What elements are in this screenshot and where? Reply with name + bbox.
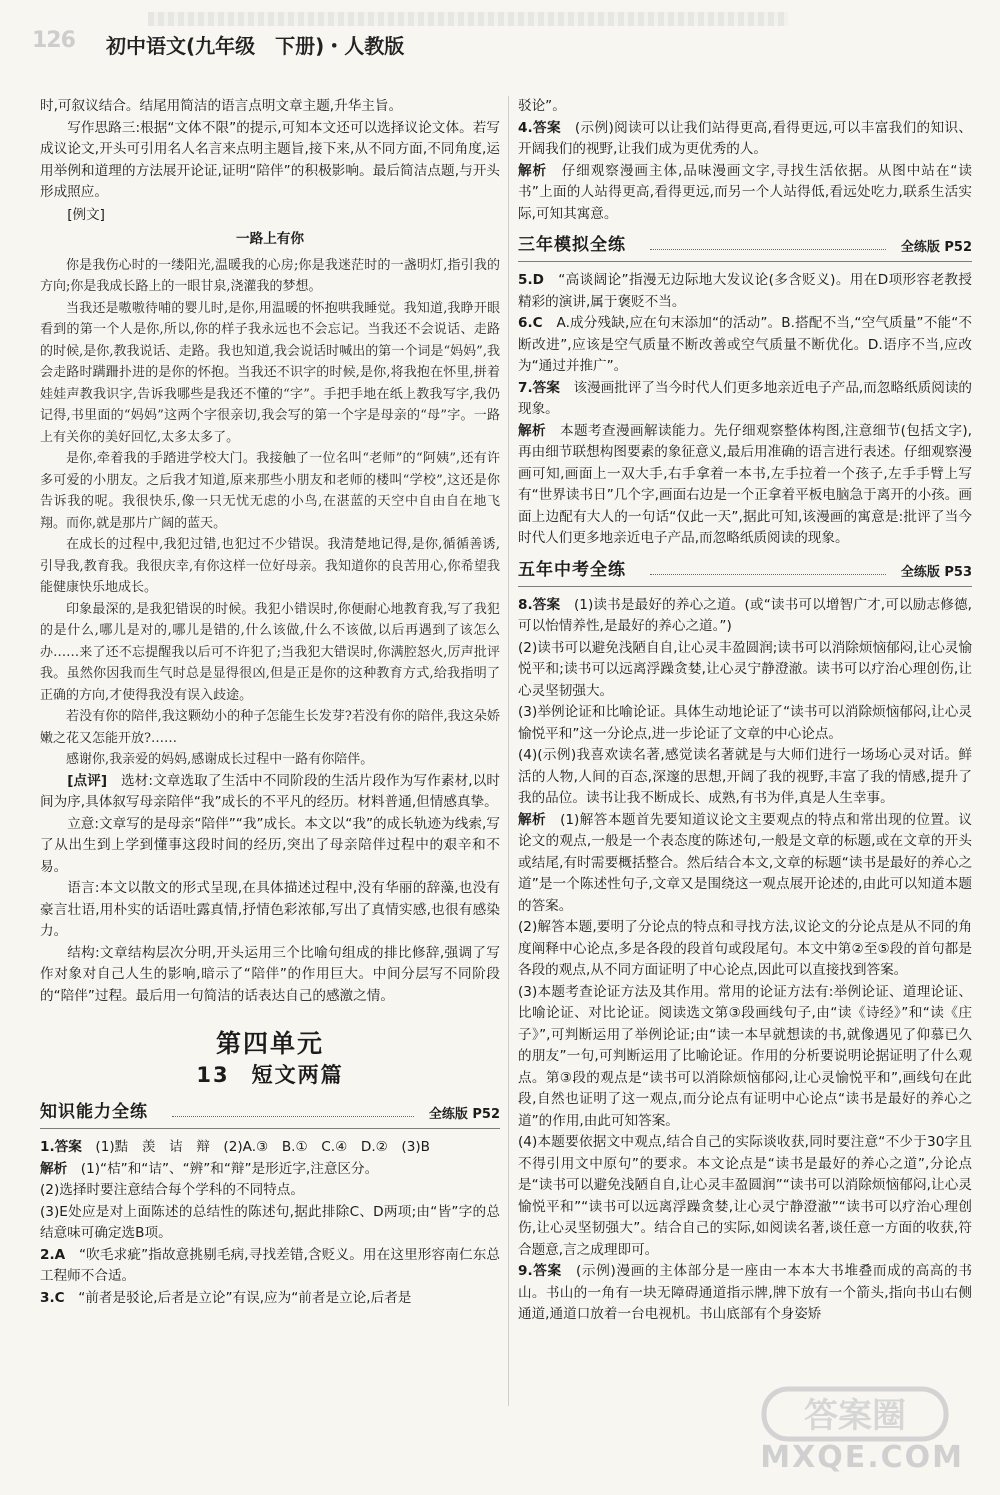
question-number: 6.C — [518, 315, 543, 331]
watermark-seal-icon — [760, 1383, 950, 1445]
essay-title: 一路上有你 — [236, 231, 304, 247]
page-header — [28, 20, 972, 80]
section-dots — [172, 1116, 414, 1117]
section-name: 三年模拟全练 — [518, 235, 626, 255]
comment-text: 选材:文章选取了生活中不同阶段的生活片段作为写作素材,以时间为序,具体叙写母亲陪伴“我”成长的不平凡的经历。材料普通,但情感真挚。 — [40, 772, 501, 810]
analysis-label: 解析 — [40, 1160, 68, 1177]
answer-item — [518, 270, 972, 313]
paragraph: 写作思路三:根据“文体不限”的提示,可知本文还可以选择议论文体。若写成议论文,开头可引用名人名言来点明主题旨,接下来,从不同方面,不同角度,运用举例和道理的方法展开论证,证明“陪伴”的积极影响。最后简洁点题,与开头形成照应。 — [40, 119, 500, 200]
column-divider — [508, 96, 509, 1406]
watermark-seal-text: 答案圈 — [804, 1396, 906, 1436]
top-scan-artifact — [148, 12, 788, 26]
analysis-item: (2)解答本题,要明了分论点的特点和寻找方法,议论文的分论点是从不同的角度阐释中心论点,多是各段的段首句或段尾句。本文中第②至⑤段的首句都是各段的观点,从不同方面证明了中心论点,因此可以直接找到答案。 — [518, 919, 972, 978]
analysis-text: (1)解答本题首先要知道议论文主要观点的特点和常出现的位置。议论文的观点,一般是一个表态度的陈述句,一般是文章的标题,或在文章的开头或结尾,有时需要概括整合。然后结合本文,文章的标题“读书是最好的养心之道”是一个陈述性句子,文章又是围绕这一观点展开论述的,由此可以知道本题的答案。 — [518, 811, 973, 914]
essay-paragraph: 当我还是嗷嗷待哺的婴儿时,是你,用温暖的怀抱哄我睡觉。我知道,我睁开眼看到的第一个人是你,所以,你的样子我永远也不会忘记。当我还不会说话、走路的时候,是你,教我说话、走路。我也知道,我会说话时喊出的第一个词是“妈妈”,我会走路时蹒跚扑进的是你的怀抱。当我还不识字的时候,是你,将我抱在怀里,拼着娃娃声教我识字,告诉我哪些是我还不懂的“字”。手把手地在纸上教我写字,我仍记得,书里面的“妈妈”这两个字很亲切,我会写的第一个字是母亲的“母”字。一路上有关你的美好回忆,太多太多了。 — [40, 300, 500, 445]
unit-title: 第四单元 — [215, 1029, 324, 1058]
answer-item — [518, 118, 972, 161]
essay-paragraph: 是你,牵着我的手踏进学校大门。我接触了一位名叫“老师”的“阿姨”,还有许多可爱的小朋友。之后我才知道,原来那些小朋友和老师的楼叫“学校”,这还是你告诉我的呢。我很快乐,像一只无忧无虑的小鸟,在湛蓝的天空中自由自在地飞翔。而你,就是那片广阔的蓝天。 — [40, 451, 500, 531]
section-ref: 全练版 P53 — [900, 564, 972, 580]
answer-item — [518, 595, 972, 638]
question-number: 2.A — [40, 1246, 66, 1263]
answer-item: (2)读书可以避免浅陋自自,让心灵丰盈圆润;读书可以消除烦恼郁闷,让心灵愉悦平和;读书可以远离浮躁贪婪,让心灵宁静澄澈。读书可以疗治心理创伤,让心灵坚韧强大。 — [518, 639, 972, 699]
question-number: 4.答案 — [518, 119, 561, 136]
comment-paragraph — [40, 771, 500, 814]
analysis-item: (2)选择时要注意结合每个学科的不同特点。 — [40, 1182, 304, 1198]
essay-paragraph: 在成长的过程中,我犯过错,也犯过不少错误。我清楚地记得,是你,循循善诱,引导我,教育我。我很庆幸,有你这样一位好母亲。我知道你的良苦用心,你希望我能健康快乐地成长。 — [40, 537, 500, 595]
book-title: 初中语文(九年级 下册)・人教版 — [106, 34, 405, 58]
answer-text: 该漫画批评了当今时代人们更多地亲近电子产品,而忽略纸质阅读的现象。 — [518, 379, 973, 417]
right-column — [518, 96, 972, 1326]
analysis-text: (1)“桔”和“诘”、“辨”和“辩”是形近字,注意区分。 — [80, 1160, 379, 1177]
analysis-text: 本题考查漫画解读能力。先仔细观察整体构图,注意细节(包括文字),再由细节联想构图要素的象征意义,最后用准确的语言进行表述。仔细观察漫画可知,画面上一双大手,右手拿着一本书,左手拉着一个孩子,左手手臂上写有“世界读书日”几个字,画面右边是一个正拿着平板电脑急于离开的小孩。画面上边配有大人的一句话“仅此一天”,据此可知,该漫画的寓意是:批评了当今时代人们更多地亲近电子产品,而忽略纸质阅读的现象。 — [518, 422, 973, 546]
section-dots — [650, 249, 886, 250]
watermark — [734, 1383, 984, 1483]
answer-item — [40, 1137, 500, 1159]
paragraph: 驳论”。 — [518, 98, 566, 114]
analysis-item: (3)本题考查论证方法及其作用。常用的论证方法有:举例论证、道理论证、比喻论证、对比论证。阅读选文第③段画线句子,由“读《诗经》”和“读《庄子》”,可判断运用了举例论证;由“读一本早就想读的书,就像遇见了仰慕已久的朋友”一句,可判断运用了比喻论证。作用的分析要说明论据证明了什么观点。第③段的观点是“读书可以消除烦恼郁闷,让心灵愉悦平和”,画线句在此段,自然也证明了这一观点,而分论点有证明中心论点“读书是最好的养心之道”的作用,由此可知答案。 — [518, 983, 972, 1129]
answer-item: (4)(示例)我喜欢读名著,感觉读名著就是与大师们进行一场场心灵对话。鲜活的人物,人间的百态,深邃的思想,开阔了我的视野,丰富了我的情感,提升了我的品位。读书让我不断成长、成熟,有书为伴,真是人生幸事。 — [518, 747, 972, 806]
watermark-url: MXQE.COM — [760, 1440, 964, 1475]
section-dots — [650, 574, 886, 575]
section-ref: 全练版 P52 — [900, 240, 972, 255]
answer-text: A.成分残缺,应在句末添加“的活动”。B.搭配不当,“空气质量”不能“不断改进”,应该是空气质量不断改善或空气质量不断优化。D.语序不当,应改为“通过并推广”。 — [518, 315, 973, 374]
lesson-title — [40, 1062, 500, 1087]
answer-text: (示例)阅读可以让我们站得更高,看得更远,可以丰富我们的知识、开阔我们的视野,让我们成为更优秀的人。 — [518, 119, 973, 157]
page-number: 126 — [32, 28, 75, 53]
question-number: 5.D — [518, 272, 544, 288]
answer-text: (1)读书是最好的养心之道。(或“读书可以增智广才,可以励志修德,可以怡情养性,是最好的养心之道。”) — [518, 596, 973, 634]
answer-item — [518, 313, 972, 378]
analysis-label: 解析 — [518, 162, 548, 179]
analysis-item — [518, 421, 972, 550]
essay-paragraph: 感谢你,我亲爱的妈妈,感谢成长过程中一路有你陪伴。 — [66, 752, 374, 767]
answer-text: “高谈阔论”指漫无边际地大发议论(多含贬义)。用在D项形容老教授精彩的演讲,属于褒贬不当。 — [518, 272, 972, 310]
analysis-item: (4)本题要依据文中观点,结合自己的实际谈收获,同时要注意“不少于30字且不得引用文中原句”的要求。本文论点是“读书是最好的养心之道”,分论点是“读书可以避免浅陋自自,让心灵丰盈圆润”“读书可以消除烦恼郁闷,让心灵愉悦平和”“读书可以远离浮躁贪婪,让心灵宁静澄澈”“读书可以疗治心理创伤,让心灵坚韧强大”。结合自己的实际,如阅读名著,谈任意一方面的收获,符合题意,言之成理即可。 — [518, 1134, 972, 1258]
comment-label: [点评] — [67, 772, 108, 789]
section-header — [518, 233, 972, 262]
left-column — [40, 96, 500, 1309]
question-number: 1.答案 — [40, 1139, 82, 1155]
essay-paragraph: 你是我伤心时的一缕阳光,温暖我的心房;你是我迷茫时的一盏明灯,指引我的方向;你是我成长路上的一眼甘泉,浇灌我的梦想。 — [40, 257, 500, 294]
section-ref: 全练版 P52 — [428, 1107, 500, 1122]
answer-item: (3)举例论证和比喻论证。具体生动地论证了“读书可以消除烦恼郁闷,让心灵愉悦平和”这一分论点,进一步论证了文章的中心论点。 — [518, 704, 972, 742]
example-essay — [40, 255, 500, 771]
section-name: 知识能力全练 — [40, 1102, 148, 1122]
question-number: 8.答案 — [518, 596, 561, 613]
analysis-label: 解析 — [518, 422, 546, 439]
answer-text: (示例)漫画的主体部分是一座由一本本大书堆叠而成的高高的书山。书山的一角有一块无障碍通道指示牌,牌下放有一个箭头,指向书山右侧通道,通道口放着一台电视机。书山底部有个身姿矫 — [518, 1263, 973, 1322]
answer-item — [40, 1245, 500, 1288]
answer-item — [518, 378, 972, 421]
answer-item — [518, 1261, 972, 1326]
analysis-item — [518, 161, 972, 226]
question-number: 9.答案 — [518, 1263, 562, 1279]
question-number: 3.C — [40, 1289, 65, 1306]
analysis-item: (3)E处应是对上面陈述的总结性的陈述句,据此排除C、D两项;由“皆”字的总结意味可确定选B项。 — [40, 1203, 500, 1241]
essay-paragraph: 印象最深的,是我犯错误的时候。我犯小错误时,你便耐心地教育我,写了我犯的是什么,哪儿是对的,哪儿是错的,什么该做,什么不该做,以后再遇到了该怎么办……来了还不忘提醒我以后可不许犯了;当我犯大错误时,你满腔怒火,厉声批评我。虽然你因我而生气时总是显得很凶,但是正是你的这种教育方式,给我指明了正确的方向,才使得我没有误入歧途。 — [40, 601, 500, 703]
comment-paragraph: 立意:文章写的是母亲“陪伴”“我”成长。本文以“我”的成长轨迹为线索,写了从出生到上学到懂事这段时间的经历,突出了母亲陪伴过程中的艰辛和不易。 — [40, 815, 500, 875]
comment-paragraph: 结构:文章结构层次分明,开头运用三个比喻句组成的排比修辞,强调了写作对象对自己人生的影响,暗示了“陪伴”的作用巨大。中间分层写不同阶段的“陪伴”过程。最后用一句简洁的话表达自己的感激之情。 — [40, 944, 500, 1004]
analysis-label: 解析 — [518, 811, 547, 828]
analysis-text: 仔细观察漫画主体,品味漫画文字,寻找生活依据。从图中站在“读书”上面的人站得更高,看得更远,而另一个人站得低,看远处吃力,联系生活实际,可知其寓意。 — [518, 162, 972, 222]
analysis-item — [518, 810, 972, 918]
lesson-name: 短文两篇 — [251, 1062, 344, 1087]
question-number: 7.答案 — [518, 379, 560, 396]
analysis-item — [40, 1159, 500, 1181]
section-header — [40, 1100, 500, 1129]
section-header — [518, 558, 972, 587]
answer-item — [40, 1288, 500, 1310]
paragraph: 时,可叙议结合。结尾用简洁的语言点明文章主题,升华主旨。 — [40, 98, 403, 114]
answer-text: “吹毛求疵”指故意挑剔毛病,寻找差错,含贬义。用在这里形容南仁东总工程师不合适。 — [40, 1246, 501, 1284]
answer-text: (1)黠 羡 诘 辩 (2)A.③ B.① C.④ D.② (3)B — [95, 1139, 430, 1155]
essay-paragraph: 若没有你的陪伴,我这颗幼小的种子怎能生长发芽?若没有你的陪伴,我这朵娇嫩之花又怎能开放?…… — [40, 709, 500, 746]
comment-paragraph: 语言:本文以散文的形式呈现,在具体描述过程中,没有华丽的辞藻,也没有豪言壮语,用朴实的话语吐露真情,抒情色彩浓郁,写出了真情实感,也很有感染力。 — [40, 880, 500, 939]
example-label: [例文] — [67, 206, 105, 223]
section-name: 五年中考全练 — [518, 559, 626, 580]
lesson-number: 13 — [196, 1062, 230, 1087]
answer-text: “前者是驳论,后者是立论”有误,应为“前者是立论,后者是 — [78, 1289, 412, 1306]
